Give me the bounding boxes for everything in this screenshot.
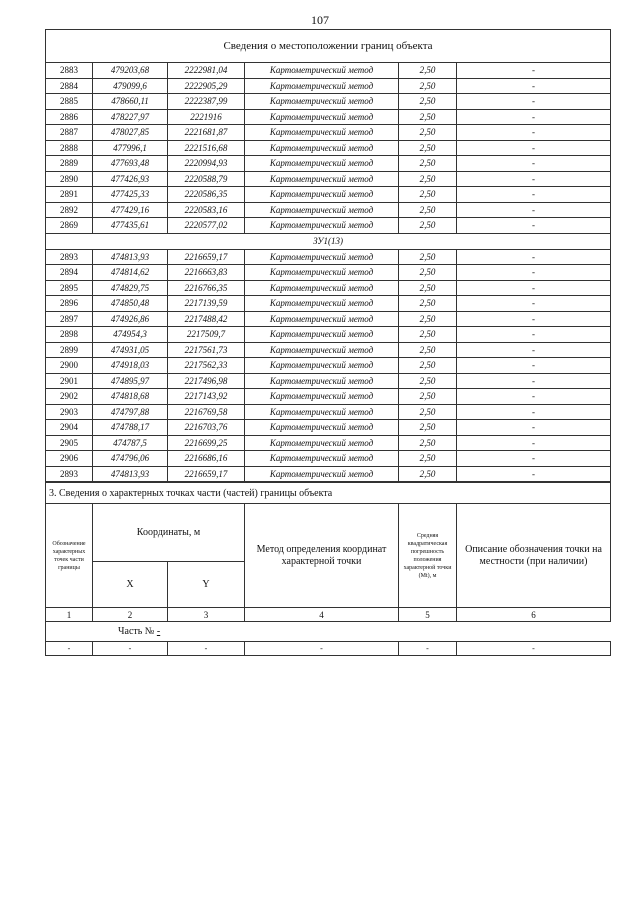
description: - <box>457 466 611 482</box>
description: - <box>457 171 611 187</box>
x-coordinate: 474814,62 <box>93 265 168 281</box>
method: Картометрический метод <box>245 125 399 141</box>
description: - <box>457 249 611 265</box>
header-method: Метод определения координат характерной точки <box>245 504 399 608</box>
description: - <box>457 140 611 156</box>
point-number: 2883 <box>46 63 93 79</box>
empty-cell: - <box>457 642 611 656</box>
accuracy: 2,50 <box>399 342 457 358</box>
description: - <box>457 404 611 420</box>
y-coordinate: 2217496,98 <box>168 373 245 389</box>
y-coordinate: 2216686,16 <box>168 451 245 467</box>
coordinate-row <box>46 140 611 156</box>
accuracy: 2,50 <box>399 280 457 296</box>
description: - <box>457 63 611 79</box>
point-number: 2897 <box>46 311 93 327</box>
point-number: 2892 <box>46 202 93 218</box>
y-coordinate: 2216766,35 <box>168 280 245 296</box>
description: - <box>457 202 611 218</box>
x-coordinate: 474931,05 <box>93 342 168 358</box>
accuracy: 2,50 <box>399 451 457 467</box>
description: - <box>457 265 611 281</box>
header-point-designation: Обозначение характерных точек части границы <box>46 504 93 608</box>
coordinate-row <box>46 342 611 358</box>
y-coordinate: 2217488,42 <box>168 311 245 327</box>
point-number: 2885 <box>46 94 93 110</box>
method: Картометрический метод <box>245 420 399 436</box>
coordinate-row <box>46 109 611 125</box>
x-coordinate: 477435,61 <box>93 218 168 234</box>
y-coordinate: 2221681,87 <box>168 125 245 141</box>
method: Картометрический метод <box>245 187 399 203</box>
x-coordinate: 474788,17 <box>93 420 168 436</box>
method: Картометрический метод <box>245 451 399 467</box>
x-coordinate: 479203,68 <box>93 63 168 79</box>
coordinate-row <box>46 94 611 110</box>
point-number: 2888 <box>46 140 93 156</box>
description: - <box>457 109 611 125</box>
y-coordinate: 2222905,29 <box>168 78 245 94</box>
accuracy: 2,50 <box>399 109 457 125</box>
accuracy: 2,50 <box>399 249 457 265</box>
coordinate-row <box>46 389 611 405</box>
header-x: X <box>93 562 168 608</box>
boundary-table <box>45 29 611 482</box>
coordinate-row <box>46 466 611 482</box>
coordinate-row <box>46 373 611 389</box>
method: Картометрический метод <box>245 280 399 296</box>
description: - <box>457 94 611 110</box>
coordinate-row <box>46 125 611 141</box>
coordinate-row <box>46 358 611 374</box>
x-coordinate: 474895,97 <box>93 373 168 389</box>
part-number-row <box>46 622 611 642</box>
description: - <box>457 280 611 296</box>
accuracy: 2,50 <box>399 358 457 374</box>
accuracy: 2,50 <box>399 63 457 79</box>
y-coordinate: 2220577,02 <box>168 218 245 234</box>
method: Картометрический метод <box>245 249 399 265</box>
y-coordinate: 2220994,93 <box>168 156 245 172</box>
method: Картометрический метод <box>245 63 399 79</box>
description: - <box>457 451 611 467</box>
section3-title: 3. Сведения о характерных точках части (частей) границы объекта <box>46 483 611 504</box>
point-number: 2902 <box>46 389 93 405</box>
accuracy: 2,50 <box>399 218 457 234</box>
accuracy: 2,50 <box>399 171 457 187</box>
description: - <box>457 389 611 405</box>
method: Картометрический метод <box>245 466 399 482</box>
page-number: 107 <box>311 13 329 27</box>
x-coordinate: 474796,06 <box>93 451 168 467</box>
header-coordinates: Координаты, м <box>93 504 245 562</box>
point-number: 2899 <box>46 342 93 358</box>
x-coordinate: 474818,68 <box>93 389 168 405</box>
y-coordinate: 2221516,68 <box>168 140 245 156</box>
point-number: 2890 <box>46 171 93 187</box>
y-coordinate: 2216769,58 <box>168 404 245 420</box>
coordinate-row <box>46 420 611 436</box>
y-coordinate: 2221916 <box>168 109 245 125</box>
point-number: 2893 <box>46 249 93 265</box>
coordinate-row <box>46 202 611 218</box>
point-number: 2900 <box>46 358 93 374</box>
description: - <box>457 218 611 234</box>
y-coordinate: 2220588,79 <box>168 171 245 187</box>
x-coordinate: 474918,03 <box>93 358 168 374</box>
x-coordinate: 474850,48 <box>93 296 168 312</box>
column-index: 2 <box>93 608 168 622</box>
accuracy: 2,50 <box>399 202 457 218</box>
coordinate-row <box>46 249 611 265</box>
y-coordinate: 2217509,7 <box>168 327 245 343</box>
method: Картометрический метод <box>245 358 399 374</box>
point-number: 2896 <box>46 296 93 312</box>
x-coordinate: 477693,48 <box>93 156 168 172</box>
document-sheet <box>45 29 610 656</box>
subsection-label: ЗУ1(13) <box>46 233 611 249</box>
accuracy: 2,50 <box>399 296 457 312</box>
method: Картометрический метод <box>245 218 399 234</box>
method: Картометрический метод <box>245 202 399 218</box>
accuracy: 2,50 <box>399 404 457 420</box>
description: - <box>457 420 611 436</box>
x-coordinate: 474813,93 <box>93 249 168 265</box>
coordinate-row <box>46 311 611 327</box>
description: - <box>457 125 611 141</box>
method: Картометрический метод <box>245 296 399 312</box>
column-index: 5 <box>399 608 457 622</box>
point-number: 2901 <box>46 373 93 389</box>
y-coordinate: 2217561,73 <box>168 342 245 358</box>
y-coordinate: 2220586,35 <box>168 187 245 203</box>
method: Картометрический метод <box>245 156 399 172</box>
coordinate-row <box>46 78 611 94</box>
x-coordinate: 474954,3 <box>93 327 168 343</box>
column-index: 1 <box>46 608 93 622</box>
description: - <box>457 342 611 358</box>
coordinate-row <box>46 435 611 451</box>
x-coordinate: 478027,85 <box>93 125 168 141</box>
x-coordinate: 478227,97 <box>93 109 168 125</box>
description: - <box>457 327 611 343</box>
column-index: 6 <box>457 608 611 622</box>
method: Картометрический метод <box>245 140 399 156</box>
coordinate-row <box>46 63 611 79</box>
y-coordinate: 2222981,04 <box>168 63 245 79</box>
x-coordinate: 477425,33 <box>93 187 168 203</box>
point-number: 2905 <box>46 435 93 451</box>
y-coordinate: 2217139,59 <box>168 296 245 312</box>
accuracy: 2,50 <box>399 466 457 482</box>
description: - <box>457 156 611 172</box>
point-number: 2884 <box>46 78 93 94</box>
empty-cell: - <box>399 642 457 656</box>
part-label: Часть № <box>118 626 155 637</box>
method: Картометрический метод <box>245 311 399 327</box>
accuracy: 2,50 <box>399 435 457 451</box>
x-coordinate: 479099,6 <box>93 78 168 94</box>
coordinate-row <box>46 327 611 343</box>
x-coordinate: 474787,5 <box>93 435 168 451</box>
point-number: 2906 <box>46 451 93 467</box>
x-coordinate: 474926,86 <box>93 311 168 327</box>
accuracy: 2,50 <box>399 265 457 281</box>
accuracy: 2,50 <box>399 311 457 327</box>
y-coordinate: 2216699,25 <box>168 435 245 451</box>
description: - <box>457 358 611 374</box>
x-coordinate: 477996,1 <box>93 140 168 156</box>
accuracy: 2,50 <box>399 420 457 436</box>
description: - <box>457 373 611 389</box>
method: Картометрический метод <box>245 435 399 451</box>
y-coordinate: 2216659,17 <box>168 249 245 265</box>
accuracy: 2,50 <box>399 94 457 110</box>
method: Картометрический метод <box>245 389 399 405</box>
description: - <box>457 187 611 203</box>
accuracy: 2,50 <box>399 187 457 203</box>
coordinate-row <box>46 265 611 281</box>
header-accuracy: Средняя квадратическая погрешность положения характерной точки (Mt), м <box>399 504 457 608</box>
point-number: 2904 <box>46 420 93 436</box>
coordinate-row <box>46 451 611 467</box>
point-number: 2889 <box>46 156 93 172</box>
method: Картометрический метод <box>245 327 399 343</box>
x-coordinate: 474829,75 <box>93 280 168 296</box>
y-coordinate: 2220583,16 <box>168 202 245 218</box>
accuracy: 2,50 <box>399 373 457 389</box>
point-number: 2886 <box>46 109 93 125</box>
accuracy: 2,50 <box>399 125 457 141</box>
empty-cell: - <box>93 642 168 656</box>
column-index: 3 <box>168 608 245 622</box>
method: Картометрический метод <box>245 342 399 358</box>
accuracy: 2,50 <box>399 78 457 94</box>
point-number: 2894 <box>46 265 93 281</box>
header-description: Описание обозначения точки на местности (при наличии) <box>457 504 611 608</box>
coordinate-row <box>46 218 611 234</box>
method: Картометрический метод <box>245 404 399 420</box>
x-coordinate: 477426,93 <box>93 171 168 187</box>
header-y: Y <box>168 562 245 608</box>
section-title: Сведения о местоположении границ объекта <box>46 30 611 63</box>
empty-cell: - <box>46 642 93 656</box>
accuracy: 2,50 <box>399 156 457 172</box>
part-value: - <box>156 626 161 637</box>
point-number: 2898 <box>46 327 93 343</box>
x-coordinate: 478660,11 <box>93 94 168 110</box>
coordinate-row <box>46 171 611 187</box>
empty-cell: - <box>168 642 245 656</box>
column-index: 4 <box>245 608 399 622</box>
coordinate-row <box>46 187 611 203</box>
point-number: 2869 <box>46 218 93 234</box>
method: Картометрический метод <box>245 373 399 389</box>
coordinate-row <box>46 404 611 420</box>
point-number: 2887 <box>46 125 93 141</box>
y-coordinate: 2217562,33 <box>168 358 245 374</box>
description: - <box>457 435 611 451</box>
description: - <box>457 78 611 94</box>
description: - <box>457 311 611 327</box>
coordinate-row <box>46 296 611 312</box>
accuracy: 2,50 <box>399 140 457 156</box>
method: Картометрический метод <box>245 265 399 281</box>
y-coordinate: 2216659,17 <box>168 466 245 482</box>
method: Картометрический метод <box>245 171 399 187</box>
x-coordinate: 474813,93 <box>93 466 168 482</box>
accuracy: 2,50 <box>399 389 457 405</box>
x-coordinate: 477429,16 <box>93 202 168 218</box>
point-number: 2893 <box>46 466 93 482</box>
point-number: 2891 <box>46 187 93 203</box>
empty-cell: - <box>245 642 399 656</box>
accuracy: 2,50 <box>399 327 457 343</box>
y-coordinate: 2217143,92 <box>168 389 245 405</box>
y-coordinate: 2216663,83 <box>168 265 245 281</box>
y-coordinate: 2222387,99 <box>168 94 245 110</box>
description: - <box>457 296 611 312</box>
point-number: 2895 <box>46 280 93 296</box>
method: Картометрический метод <box>245 78 399 94</box>
coordinate-row <box>46 280 611 296</box>
y-coordinate: 2216703,76 <box>168 420 245 436</box>
part-points-table <box>45 482 611 656</box>
coordinate-row <box>46 156 611 172</box>
method: Картометрический метод <box>245 109 399 125</box>
point-number: 2903 <box>46 404 93 420</box>
method: Картометрический метод <box>245 94 399 110</box>
x-coordinate: 474797,88 <box>93 404 168 420</box>
